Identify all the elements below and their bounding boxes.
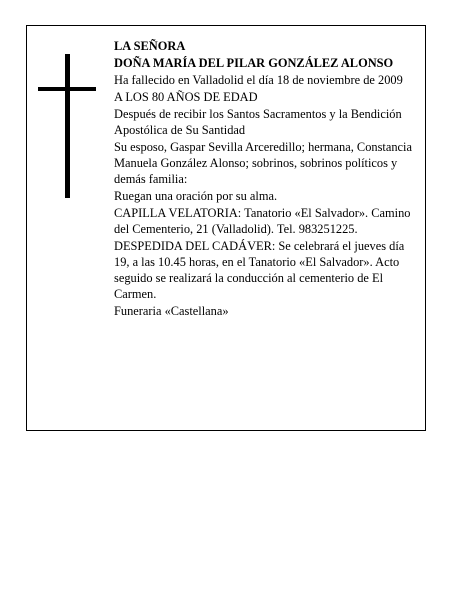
heading-title: LA SEÑORA bbox=[114, 39, 186, 53]
prayer-request: Ruegan una oración por su alma. bbox=[114, 189, 278, 203]
obituary-text bbox=[114, 38, 420, 320]
funeral-home: Funeraria «Castellana» bbox=[114, 304, 229, 318]
cross-horizontal-bar bbox=[38, 87, 96, 91]
deceased-name: DOÑA MARÍA DEL PILAR GONZÁLEZ ALONSO bbox=[114, 56, 394, 70]
age-statement: A LOS 80 AÑOS DE EDAD bbox=[114, 90, 258, 104]
cross-vertical-bar bbox=[65, 54, 70, 198]
sacraments-statement: Después de recibir los Santos Sacramentos y la Bendición Apostólica de Su Santidad bbox=[114, 107, 402, 137]
cross-icon bbox=[38, 54, 96, 198]
passing-statement: Ha fallecido en Valladolid el día 18 de noviembre de 2009 bbox=[114, 73, 403, 87]
farewell-info: DESPEDIDA DEL CADÁVER: Se celebrará el jueves día 19, a las 10.45 horas, en el Tanatorio «El Salvador». Acto seguido se realizará la conducción al cementerio de El Carmen. bbox=[114, 239, 405, 301]
chapel-info: CAPILLA VELATORIA: Tanatorio «El Salvador». Camino del Cementerio, 21 (Valladolid). Tel. 983251225. bbox=[114, 206, 411, 236]
family-list: Su esposo, Gaspar Sevilla Arceredillo; hermana, Constancia Manuela González Alonso; sobrinos, sobrinos políticos y demás familia: bbox=[114, 140, 412, 186]
